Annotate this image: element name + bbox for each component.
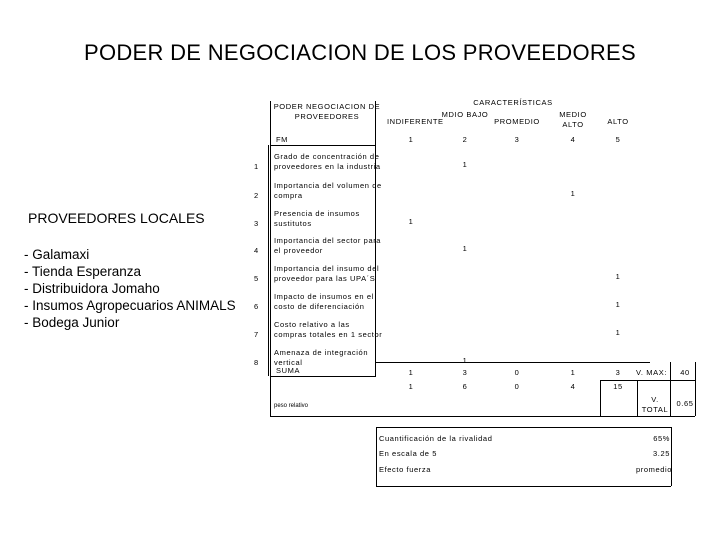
weighted-value: 0 — [514, 382, 520, 391]
suma-value: 3 — [462, 368, 468, 377]
table-rule — [268, 145, 269, 376]
row-number: 5 — [254, 274, 259, 283]
summary-label: Efecto fuerza — [379, 465, 431, 474]
table-rule — [270, 145, 375, 146]
suma-value: 0 — [514, 368, 520, 377]
row-number: 3 — [254, 219, 259, 228]
summary-label: En escala de 5 — [379, 449, 438, 458]
table-rule — [375, 362, 650, 363]
weighted-value: 1 — [408, 382, 414, 391]
factor-mark: 1 — [462, 244, 468, 253]
suma-value: 3 — [615, 368, 621, 377]
column-header: INDIFERENTE — [387, 117, 444, 126]
column-weight: 2 — [462, 135, 468, 144]
characteristics-label: CARACTERÍSTICAS — [473, 98, 553, 107]
suma-value: 1 — [570, 368, 576, 377]
fm-label: FM — [276, 135, 289, 144]
supplier-list — [24, 246, 236, 331]
table-rule — [270, 101, 271, 416]
row-number: 8 — [254, 358, 259, 367]
supplier-item: - Galamaxi — [24, 247, 90, 262]
summary-label: Cuantificación de la rivalidad — [379, 434, 493, 443]
column-weight: 4 — [570, 135, 576, 144]
column-header: PROMEDIO — [494, 117, 540, 126]
summary-value: 65% — [653, 434, 670, 443]
column-weight: 5 — [615, 135, 621, 144]
factor-label: Presencia de insumos sustitutos — [274, 209, 360, 228]
vmax-value: 40 — [680, 368, 690, 377]
table-rule — [375, 101, 376, 376]
column-weight: 3 — [514, 135, 520, 144]
table-rule — [600, 416, 695, 417]
table-rule — [671, 427, 672, 486]
supplier-item: - Distribuidora Jomaho — [24, 281, 160, 296]
table-rule — [376, 486, 671, 487]
weighted-value: 4 — [570, 382, 576, 391]
suma-value: 1 — [408, 368, 414, 377]
summary-value: promedio — [636, 465, 673, 474]
table-rule — [637, 380, 638, 416]
table-rule — [670, 362, 671, 416]
vtotal-label: V. TOTAL — [641, 395, 669, 414]
vmax-label: V. MAX: — [636, 368, 668, 377]
weighted-value: 15 — [613, 382, 623, 391]
factor-mark: 1 — [462, 160, 468, 169]
weighted-value: 6 — [462, 382, 468, 391]
table-header-left: PODER NEGOCIACION DE PROVEEDORES — [273, 102, 381, 121]
table-rule — [270, 376, 376, 377]
row-number: 4 — [254, 246, 259, 255]
factor-label: Costo relativo a las compras totales en 1 sector — [274, 320, 383, 339]
relative-weight-note: peso relativo — [274, 403, 309, 409]
column-header: MEDIO ALTO — [559, 110, 587, 129]
table-rule — [376, 427, 671, 428]
table-rule — [270, 416, 600, 417]
supplier-item: - Bodega Junior — [24, 315, 120, 330]
summary-value: 3.25 — [653, 449, 670, 458]
vtotal-value: 0.65 — [676, 399, 694, 408]
row-number: 6 — [254, 302, 259, 311]
table-rule — [600, 380, 695, 381]
table-rule — [600, 380, 601, 416]
factor-label: Importancia del sector para el proveedor — [274, 236, 382, 255]
row-number: 1 — [254, 162, 259, 171]
factor-label: Importancia del insumo del proveedor para las UPA´S — [274, 264, 380, 283]
column-header: MDIO BAJO — [441, 110, 489, 119]
factor-label: Grado de concentración de proveedores en la industria — [274, 152, 381, 171]
factor-mark: 1 — [615, 328, 621, 337]
slide-title: PODER DE NEGOCIACION DE LOS PROVEEDORES — [83, 40, 637, 65]
supplier-item: - Insumos Agropecuarios ANIMALS — [24, 298, 236, 313]
supplier-heading: PROVEEDORES LOCALES — [28, 210, 205, 226]
factor-mark: 1 — [462, 356, 468, 365]
row-number: 2 — [254, 191, 259, 200]
column-header: ALTO — [607, 117, 629, 126]
factor-mark: 1 — [615, 300, 621, 309]
factor-label: Importancia del volumen de compra — [274, 181, 382, 200]
suma-label: SUMA — [276, 366, 301, 375]
supplier-item: - Tienda Esperanza — [24, 264, 142, 279]
factor-mark: 1 — [408, 217, 414, 226]
factor-label: Impacto de insumos en el costo de diferenciación — [274, 292, 374, 311]
column-weight: 1 — [408, 135, 414, 144]
factor-mark: 1 — [615, 272, 621, 281]
row-number: 7 — [254, 330, 259, 339]
factor-label: Amenaza de integración vertical — [274, 348, 369, 367]
factor-mark: 1 — [570, 189, 576, 198]
table-rule — [695, 362, 696, 416]
table-rule — [376, 427, 377, 486]
